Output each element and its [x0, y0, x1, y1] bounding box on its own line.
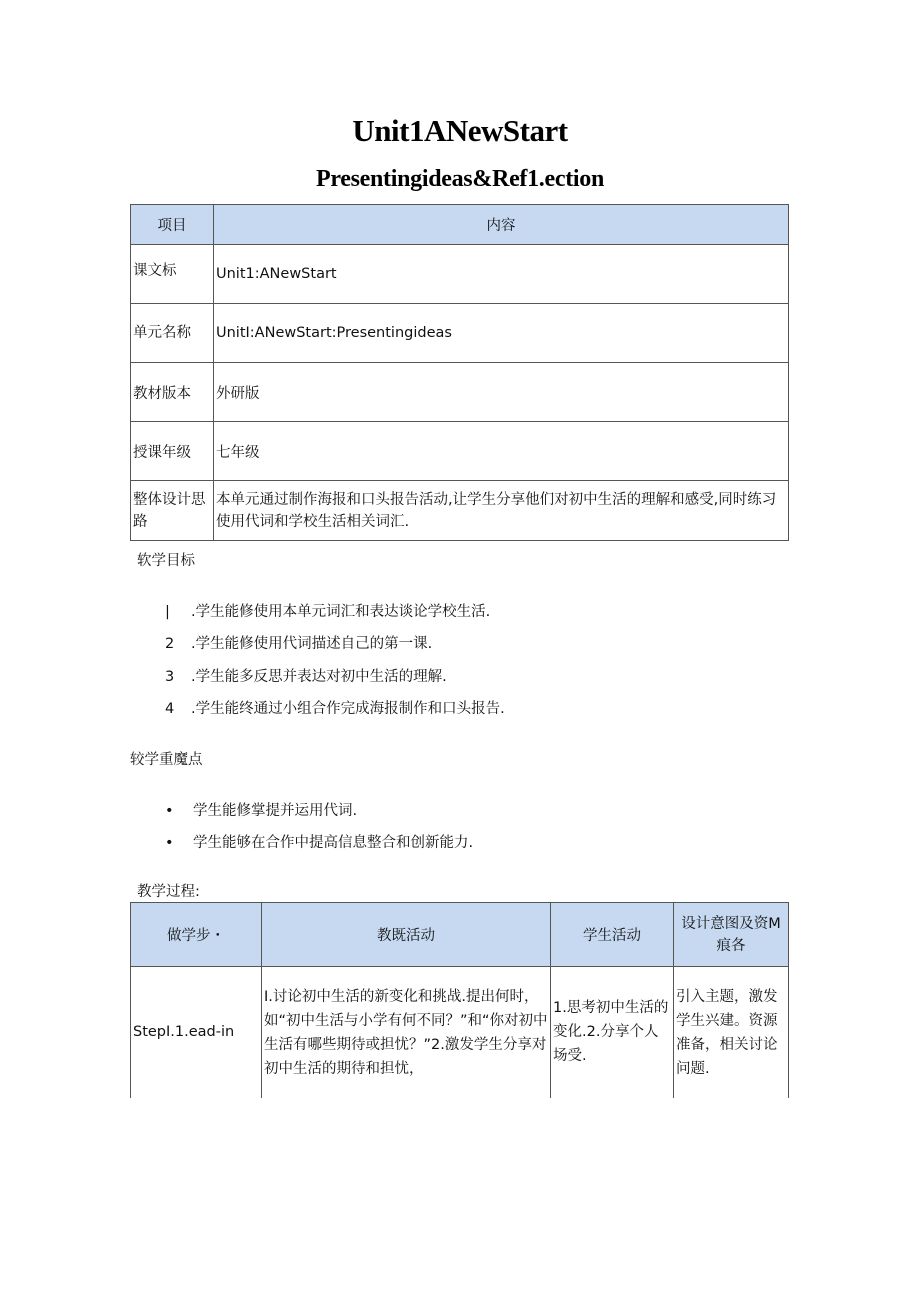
info-value: 本单元通过制作海报和口头报告活动,让学生分享他们对初中生活的理解和感受,同时练习使用代词和学校生活相关词汇.	[214, 481, 789, 541]
info-header-content: 内容	[214, 205, 789, 245]
list-item	[165, 665, 447, 686]
list-item	[165, 600, 490, 621]
info-value: Unit1:ANewStart	[214, 245, 789, 304]
list-text: 学生能够在合作中提高信息整合和创新能力.	[193, 835, 474, 851]
process-teacher-activity: I.讨论初中生活的新变化和挑战.提出何时，如“初中生活与小学有何不同？”和“你对初中生活有哪些期待或担忧？”2.激发学生分享对初中生活的期待和担忧，	[262, 967, 551, 1098]
list-number: 4	[165, 701, 175, 717]
info-key: 课文标	[131, 245, 214, 304]
info-key: 授课年级	[131, 422, 214, 481]
list-item	[165, 799, 357, 820]
table-row	[131, 304, 789, 363]
info-table	[130, 204, 789, 541]
list-item	[165, 697, 505, 718]
info-value: 外研版	[214, 363, 789, 422]
table-row	[131, 422, 789, 481]
list-text: .学生能多反思并表达对初中生活的理解.	[191, 669, 447, 685]
key-points-heading: 较学重魔点	[130, 752, 203, 768]
process-header-teacher: 教既活动	[262, 903, 551, 967]
info-value: UnitI:ANewStart:Presentingideas	[214, 304, 789, 363]
document-subtitle: Presentingideas&Ref1.ection	[315, 166, 605, 192]
list-number: 3	[165, 669, 175, 685]
process-table	[130, 902, 789, 1098]
list-text: 学生能修掌提并运用代词.	[193, 803, 358, 819]
list-text: .学生能终通过小组合作完成海报制作和口头报告.	[191, 701, 505, 717]
list-number: |	[165, 604, 170, 620]
process-student-activity: 1.思考初中生活的变化.2.分享个人场受.	[551, 967, 674, 1098]
process-heading: 教学过程:	[137, 884, 200, 900]
process-header-step: 做学步・	[131, 903, 262, 967]
process-table-header	[131, 903, 789, 967]
bullet-icon: •	[165, 835, 174, 851]
bullet-icon: •	[165, 803, 174, 819]
info-key: 整体设计思路	[131, 481, 214, 541]
info-value: 七年级	[214, 422, 789, 481]
info-key: 单元名称	[131, 304, 214, 363]
document-title: Unit1ANewStart	[352, 113, 568, 148]
process-header-intent: 设计意图及资M痕各	[674, 903, 789, 967]
process-header-student: 学生活动	[551, 903, 674, 967]
list-item	[165, 831, 473, 852]
process-intent: 引入主题，激发学生兴建。资源准备，相关讨论问题.	[674, 967, 789, 1098]
list-number: 2	[165, 636, 175, 652]
list-text: .学生能修使用本单元词汇和表达谈论学校生活.	[191, 604, 491, 620]
table-row	[131, 245, 789, 304]
table-row	[131, 363, 789, 422]
objectives-heading: 软学目标	[137, 553, 195, 569]
list-text: .学生能修使用代词描述自己的第一课.	[191, 636, 433, 652]
list-item	[165, 632, 432, 653]
info-table-header	[131, 205, 789, 245]
table-row	[131, 967, 789, 1098]
info-key: 教材版本	[131, 363, 214, 422]
table-row	[131, 481, 789, 541]
process-step: StepI.1.ead-in	[131, 967, 262, 1098]
info-header-item: 项目	[131, 205, 214, 245]
